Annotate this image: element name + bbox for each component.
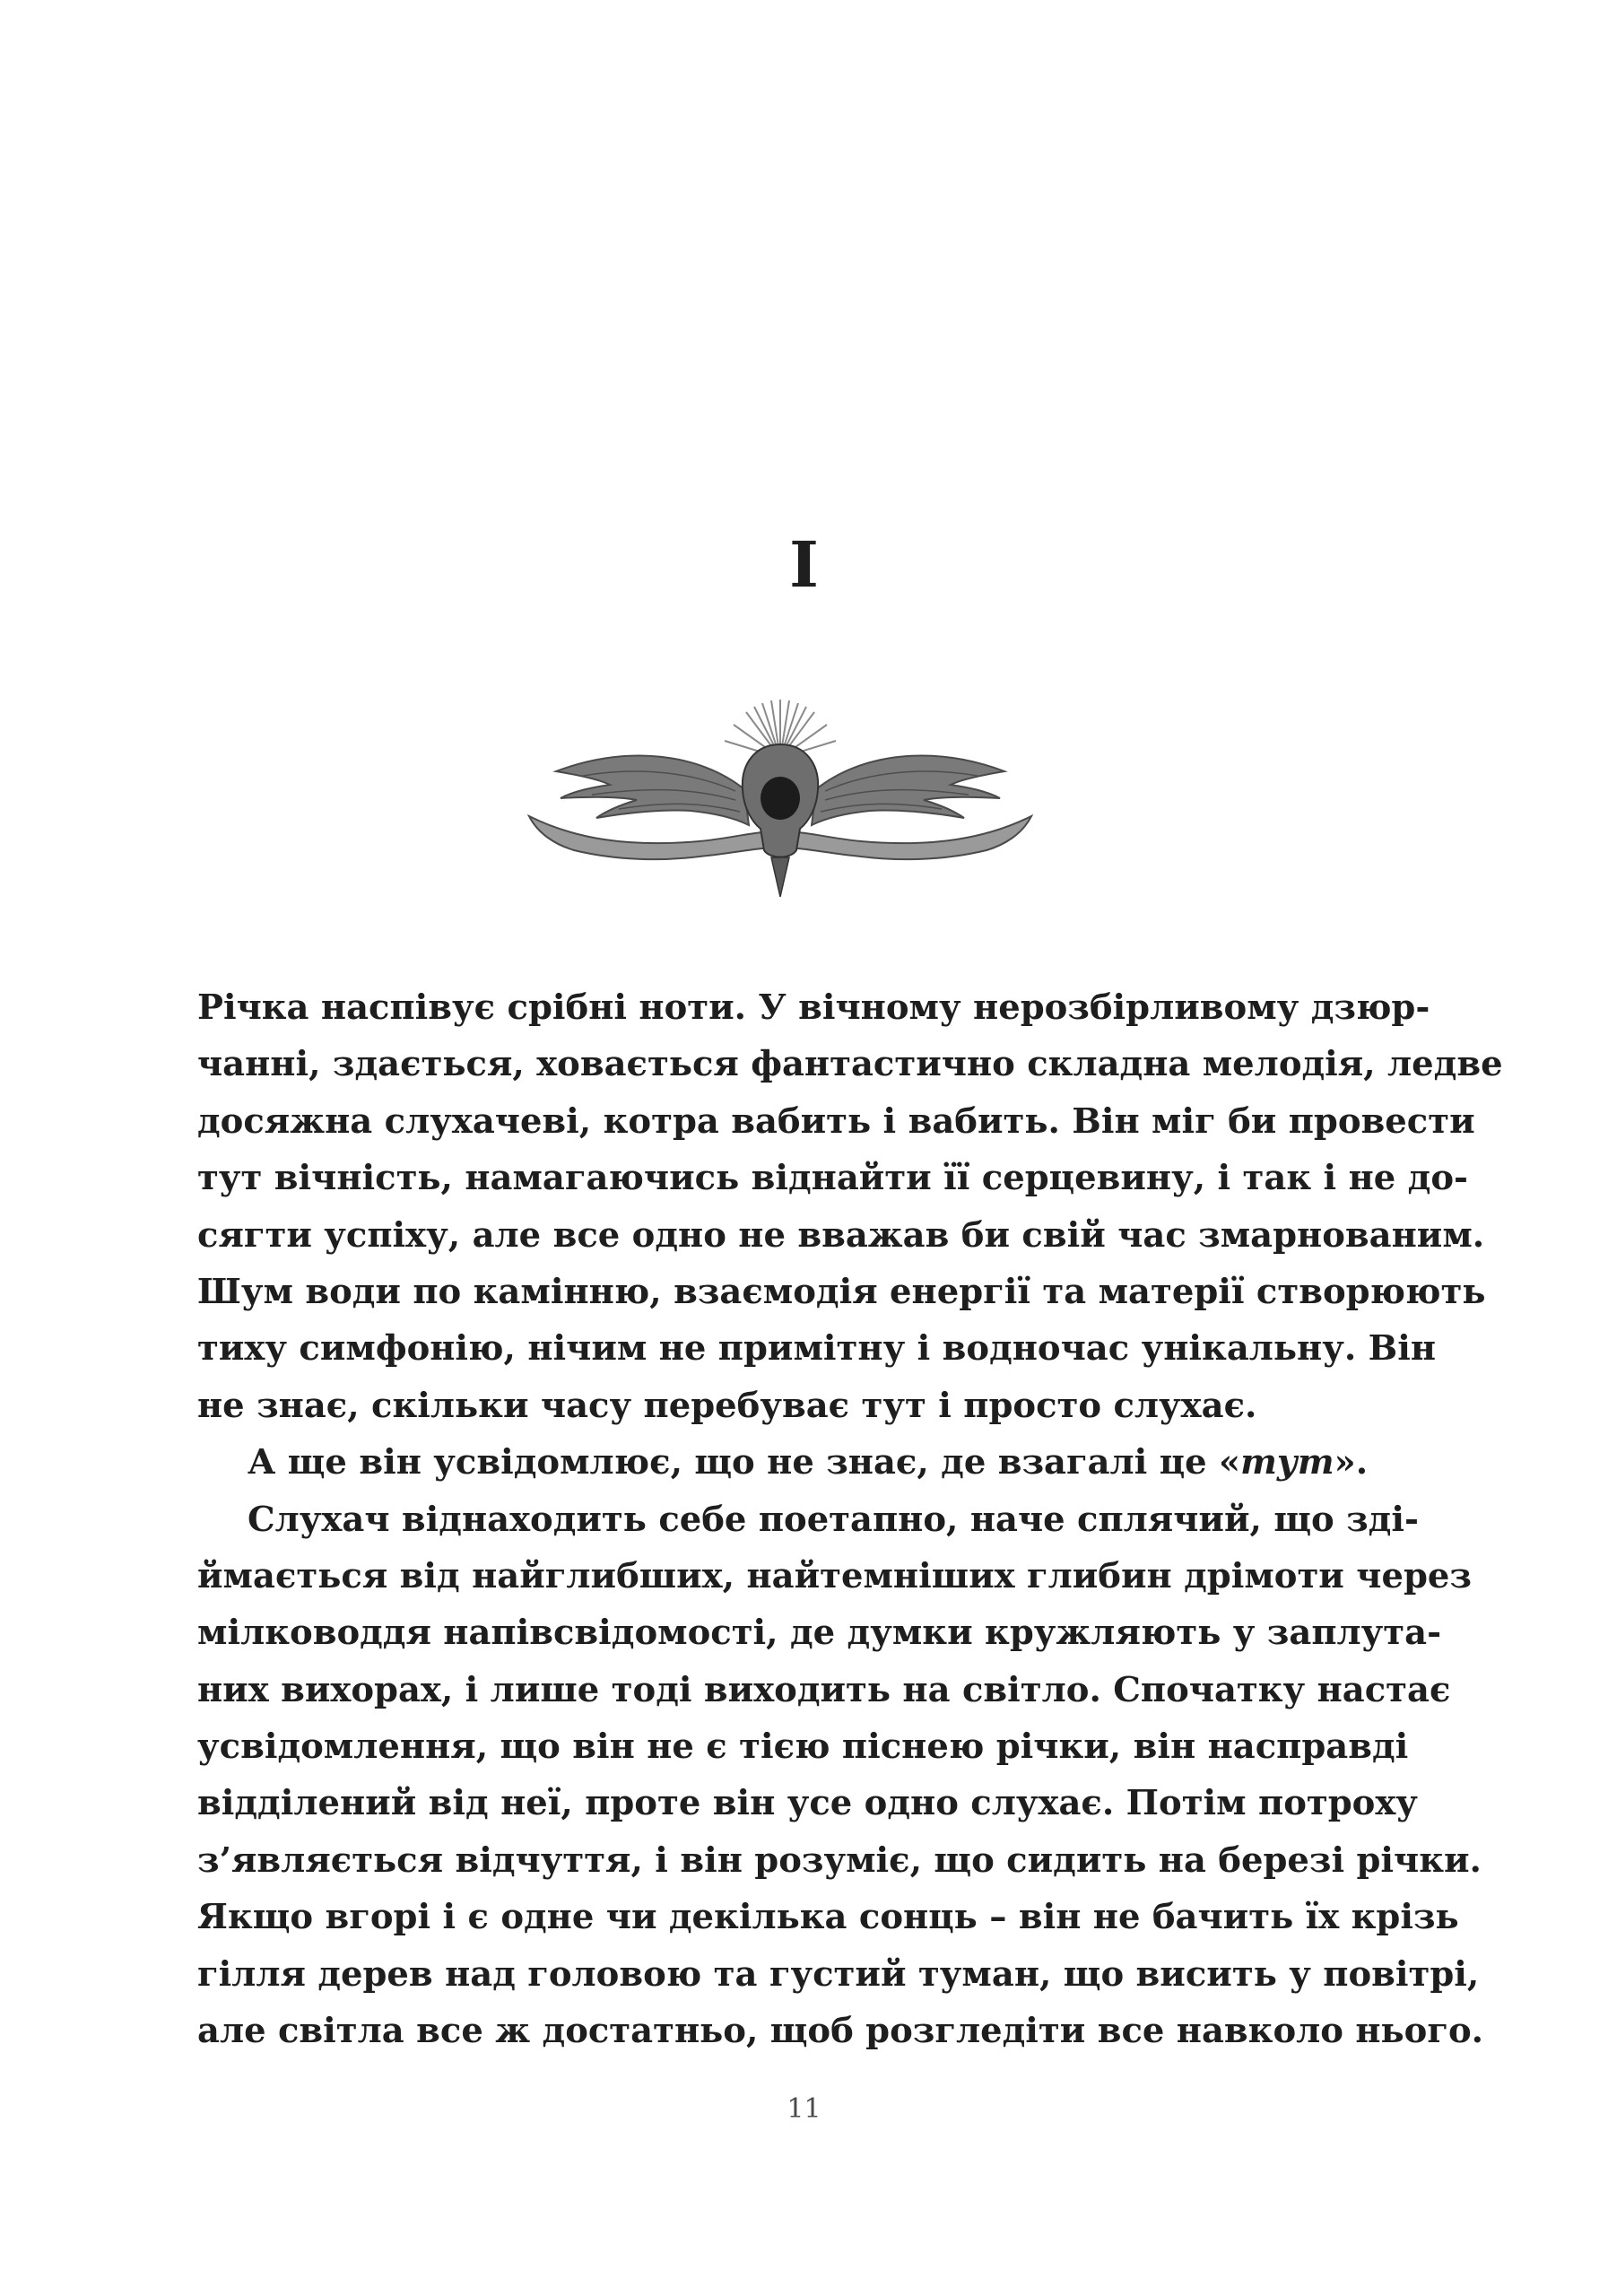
text-line: гілля дерев над головою та густий туман, що висить у повітрі, (197, 1953, 1480, 1995)
winged-skull-icon (520, 691, 1040, 906)
paragraph-1 (197, 979, 1503, 1434)
body-text (197, 979, 1503, 2059)
text-line: не знає, скільки часу перебуває тут і просто слухає. (197, 1385, 1257, 1426)
text-line: мілководдя напівсвідомості, де думки кружляють у заплута- (197, 1613, 1442, 1654)
text-line: чанні, здається, ховається фантастично складна мелодія, ледве (197, 1044, 1503, 1085)
text-fragment: А ще він усвідомлює, що не знає, де взагалі це « (248, 1442, 1241, 1483)
chapter-numeral: I (789, 527, 819, 602)
skull-jaw (771, 857, 789, 897)
skull-mouth (761, 777, 800, 820)
text-line: ймається від найглибших, найтемніших глибин дрімоти через (197, 1555, 1472, 1596)
paragraph-3 (197, 1492, 1484, 2060)
text-line: тут вічність, намагаючись віднайти її серцевину, і так і не до- (197, 1158, 1468, 1199)
text-line: тиху симфонію, нічим не примітну і водночас унікальну. Він (197, 1328, 1437, 1370)
text-line: них вихорах, і лише тоді виходить на світло. Спочатку настає (197, 1669, 1451, 1710)
text-line: але світла все ж достатньо, щоб розгледіти все навколо нього. (197, 2011, 1484, 2052)
text-line (197, 1434, 1369, 1491)
text-line: Якщо вгорі і є одне чи декілька сонць – він не бачить їх крізь (197, 1897, 1459, 1938)
emphasized-word: тут (1240, 1442, 1334, 1483)
text-line: усвідомлення, що він не є тією піснею річки, він насправді (197, 1726, 1409, 1768)
text-line: Річка наспівує срібні ноти. У вічному нерозбірливому дзюр- (197, 987, 1430, 1028)
text-fragment: ». (1334, 1442, 1369, 1483)
text-line: досяжна слухачеві, котра вабить і вабить. Він міг би провести (197, 1100, 1475, 1142)
text-line: з’являється відчуття, і він розуміє, що сидить на березі річки. (197, 1839, 1482, 1881)
text-line: відділений від неї, проте він усе одно слухає. Потім потроху (197, 1783, 1418, 1824)
paragraph-2 (197, 1434, 1369, 1491)
text-line: сягти успіху, але все одно не вважав би свій час змарнованим. (197, 1214, 1485, 1256)
text-line: Слухач віднаходить себе поетапно, наче сплячий, що зді- (248, 1499, 1419, 1540)
page-number: 11 (787, 2093, 821, 2125)
text-line: Шум води по камінню, взаємодія енергії та матерії створюють (197, 1271, 1486, 1312)
